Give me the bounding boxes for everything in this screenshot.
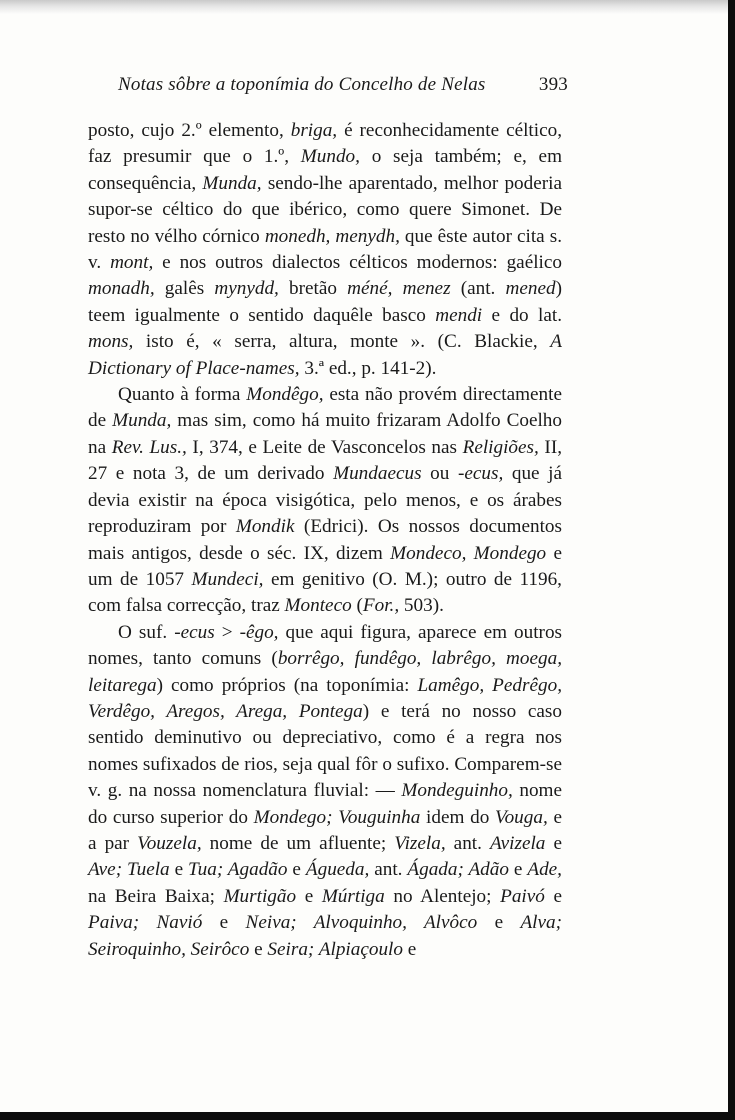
text-run: o seja também; e, em consequência, (88, 146, 562, 194)
italic-run: -ecus (174, 621, 215, 643)
text-run: mas sim, como há muito frizaram Adolfo Coelho na (88, 410, 562, 458)
italic-run: Múrtiga (321, 885, 385, 907)
text-run: e (508, 859, 528, 881)
body-text (88, 118, 562, 963)
text-run: II, 27 e nota 3, de um derivado (88, 436, 563, 485)
italic-run: Murtigão (223, 885, 297, 907)
italic-run: Religiões, (462, 436, 539, 458)
italic-run: Munda, (112, 410, 172, 432)
text-run: é reconhecidamente céltico, faz presumir que o 1.º, (88, 120, 562, 168)
italic-run: Monteco (284, 595, 352, 617)
paragraph (88, 118, 562, 382)
text-run: e (545, 832, 562, 854)
italic-run: monedh, menydh, (264, 225, 400, 247)
text-run: > (214, 621, 240, 643)
italic-run: For., (362, 595, 400, 617)
text-run: e (402, 938, 417, 960)
text-run: e (202, 912, 246, 934)
text-run: posto, cujo 2.º elemento, (88, 120, 291, 141)
text-run: ) teem igualmente o sentido daquêle basco (88, 278, 562, 326)
text-run: 3.ª ed., p. 141-2). (299, 357, 437, 379)
italic-run: Rev. Lus., (111, 436, 187, 458)
italic-run: Lamêgo, Pedrêgo, Verdêgo, Aregos, Arega, Pontega (88, 674, 562, 722)
text-run: nome de um afluente; (201, 832, 395, 854)
italic-run: Mundeci, (191, 568, 264, 590)
text-run: e (287, 859, 306, 881)
text-run: O suf. (118, 621, 175, 643)
scan-right-border (728, 0, 735, 1120)
text-run: e a par (88, 806, 562, 854)
italic-run: mont, (110, 252, 154, 274)
italic-run: borrêgo, fundêgo, labrêgo, moega, leitarega (88, 648, 562, 696)
text-run: (Edrici). Os nossos documentos mais antigos, desde o séc. IX, dizem (88, 516, 562, 564)
italic-run: Paiva; Navió (88, 912, 203, 934)
italic-run: Vouzela, (137, 832, 202, 854)
italic-run: Mundo, (300, 146, 360, 168)
text-run: idem do (420, 806, 495, 828)
italic-run: méné, menez (347, 278, 451, 300)
text-run: ) como próprios (na toponímia: (156, 674, 418, 696)
text-run: galês (154, 278, 215, 300)
italic-run: Mondego; Vouguinha (253, 806, 421, 828)
italic-run: A Dictionary of Place-names, (88, 331, 562, 379)
italic-run: monadh, (88, 278, 155, 300)
italic-run: Ágada; Adão (407, 859, 509, 881)
italic-run: mynydd, (214, 278, 279, 300)
text-run: Quanto à forma (118, 384, 247, 406)
text-run: sendo-lhe aparentado, melhor poderia supor-se céltico do que ibérico, como quere Simonet. De resto no vélho córnico (88, 172, 562, 247)
text-run: que já devia existir na época visigótica, pelo menos, e os árabes reproduziram por (88, 463, 563, 538)
text-run: (ant. (450, 278, 506, 300)
italic-run: Mondêgo, (246, 384, 324, 406)
text-run: que êste autor cita s. v. (88, 225, 562, 274)
text-run: 503). (399, 595, 444, 617)
italic-run: -ecus, (457, 463, 504, 485)
text-run: no Alentejo; (384, 885, 501, 907)
italic-run: Mondik (235, 516, 295, 538)
scan-bottom-border (0, 1112, 735, 1120)
text-run: na Beira Baixa; (88, 885, 224, 907)
italic-run: Alva; Seiroquinho, Seirôco (88, 912, 562, 960)
text-run: isto é, « serra, altura, monte ». (C. Blackie, (133, 331, 551, 353)
italic-run: Ave; Tuela (88, 859, 170, 881)
italic-run: Paivó (500, 885, 545, 907)
text-run: e nos outros dialectos célticos modernos: gaélico (153, 252, 562, 274)
italic-run: mened (505, 278, 556, 300)
text-run: e (544, 885, 562, 907)
text-run: ou (421, 463, 458, 485)
italic-run: Tua; Agadão (188, 859, 288, 881)
text-run: e (169, 859, 189, 881)
text-run: I, 374, e Leite de Vasconcelos nas (186, 436, 463, 458)
text-run: ( (351, 595, 363, 617)
italic-run: Águeda, (305, 859, 370, 881)
italic-run: Munda, (202, 172, 262, 194)
italic-run: Mondeco, Mondego (390, 542, 547, 564)
text-run: ant. (445, 832, 490, 854)
text-run: esta não provém directamente de (88, 384, 562, 432)
text-run: e (249, 938, 268, 960)
paragraph (88, 382, 562, 620)
italic-run: mons, (88, 331, 134, 353)
text-run: e um de 1057 (88, 542, 562, 590)
italic-run: Avizela (489, 832, 546, 854)
italic-run: Vouga, (495, 806, 548, 828)
italic-run: Neiva; Alvoquinho, Alvôco (245, 912, 478, 934)
italic-run: mendi (435, 304, 483, 326)
italic-run: briga, (290, 120, 338, 141)
italic-run: Seira; Alpiaçoulo (267, 938, 403, 960)
text-run: bretão (278, 278, 348, 300)
italic-run: Mundaecus (333, 463, 422, 485)
italic-run: Vizela, (394, 832, 446, 854)
italic-run: -êgo, (239, 621, 279, 643)
text-run: que aqui figura, aparece em outros nomes, tanto comuns ( (88, 621, 563, 670)
page-number: 393 (538, 74, 568, 95)
text-run: e do lat. (482, 304, 563, 326)
running-title: Notas sôbre a toponímia do Concelho de Nelas (118, 74, 486, 95)
text-run: nome do curso superior do (88, 780, 562, 828)
scan-top-shadow (0, 0, 728, 14)
text-run: ) e terá no nosso caso sentido deminutivo ou depreciativo, como é a regra nos nomes sufixados de rios, seja qual fôr o sufixo. Comparem-se v. g. na nossa nomenclatura fluvial: — (88, 700, 562, 802)
running-header (118, 74, 568, 96)
italic-run: Ade, (527, 859, 562, 881)
italic-run: Mondeguinho, (401, 780, 513, 802)
text-run: em genitivo (O. M.); outro de 1196, com falsa correcção, traz (88, 568, 562, 617)
paragraph (88, 620, 562, 963)
text-run: e (477, 912, 521, 934)
text-run: ant. (369, 859, 408, 881)
text-run: e (296, 885, 322, 907)
